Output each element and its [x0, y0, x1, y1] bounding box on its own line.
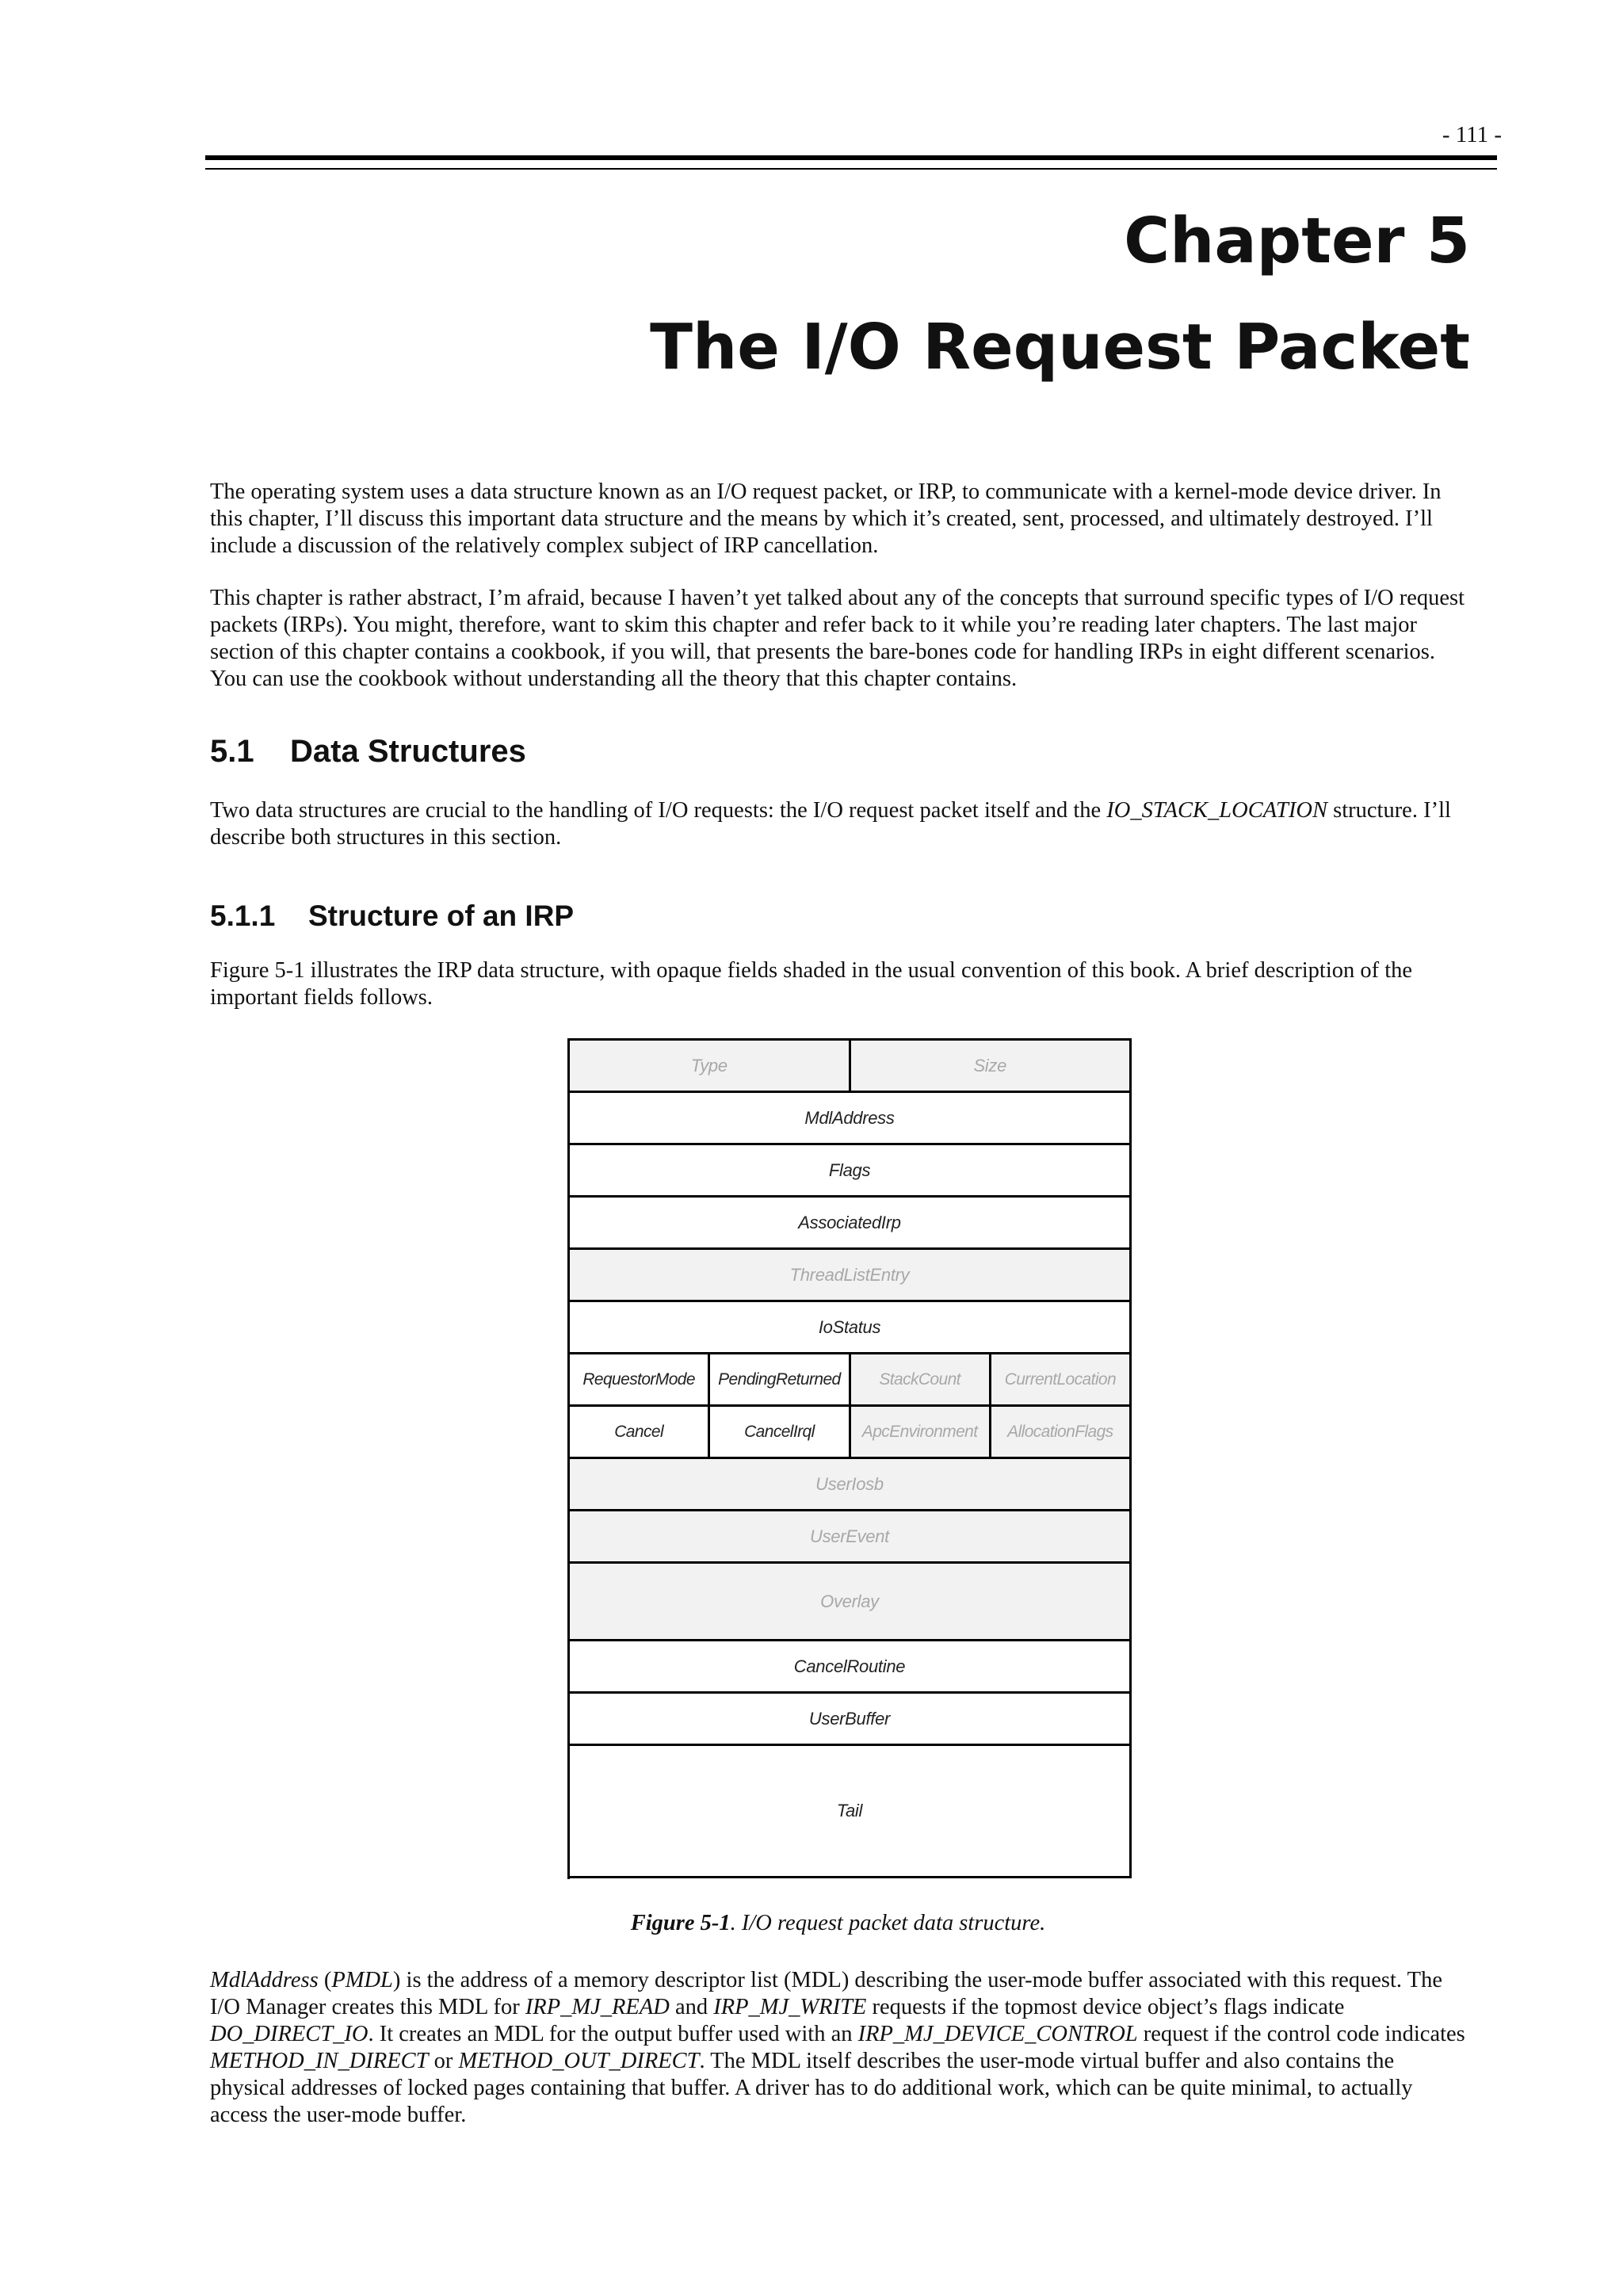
mdl-code-write: IRP_MJ_WRITE — [713, 1995, 867, 2019]
mdl-term: MdlAddress — [210, 1968, 319, 1992]
intro-paragraph-2: This chapter is rather abstract, I’m afraid, because I haven’t yet talked about any of the concepts that surround specific types of I/O request packets (IRPs). You might, therefore, want to skim this chapter and refer back to it while you’re reading later chapters. The last major section of this chapter contains a cookbook, if you will, that presents the bare-bones code for handling IRPs in eight different scenarios. You can use the cookbook without understanding all the theory that this chapter contains. — [210, 586, 1465, 691]
mdl-text-8: requests if the topmost device object’s flags indicate — [866, 1995, 1345, 2019]
irp-row — [570, 1198, 1132, 1250]
mdl-text-14: or — [428, 2049, 459, 2073]
subsection-title: Structure of an IRP — [308, 900, 575, 932]
field-pending-returned: PendingReturned — [710, 1354, 850, 1404]
section-text-after: structure. I’ll describe both structures in this section. — [210, 798, 1451, 850]
field-associated-irp: AssociatedIrp — [570, 1198, 1132, 1247]
field-current-location: CurrentLocation — [991, 1354, 1132, 1404]
field-cancel-routine: CancelRoutine — [570, 1641, 1132, 1691]
field-apc-environment: ApcEnvironment — [851, 1407, 991, 1457]
section-text-code: IO_STACK_LOCATION — [1106, 798, 1327, 823]
irp-row — [570, 1641, 1132, 1694]
mdl-text-2: ( — [318, 1968, 332, 1992]
irp-row — [570, 1145, 1132, 1198]
irp-structure-diagram — [567, 1038, 1132, 1879]
irp-row — [570, 1093, 1132, 1145]
field-allocation-flags: AllocationFlags — [991, 1407, 1132, 1457]
mdl-code-device-control: IRP_MJ_DEVICE_CONTROL — [857, 2022, 1138, 2046]
irp-row — [570, 1354, 1132, 1407]
irp-row — [570, 1746, 1132, 1878]
mdl-code-read: IRP_MJ_READ — [525, 1995, 670, 2019]
field-cancel: Cancel — [570, 1407, 710, 1457]
section-heading — [210, 732, 526, 770]
header-rule-thin — [205, 168, 1497, 170]
field-overlay: Overlay — [570, 1564, 1132, 1639]
field-user-iosb: UserIosb — [570, 1459, 1132, 1509]
page-number: - 111 - — [1442, 122, 1502, 147]
irp-row — [570, 1302, 1132, 1354]
section-paragraph — [210, 797, 1466, 851]
mdl-text-6: and — [669, 1995, 714, 2019]
field-mdl-address: MdlAddress — [570, 1093, 1132, 1143]
mdl-code-method-in: METHOD_IN_DIRECT — [210, 2049, 429, 2073]
chapter-label: Chapter 5 — [1124, 204, 1470, 277]
mdl-code-method-out: METHOD_OUT_DIRECT — [458, 2049, 700, 2073]
subsection-paragraph: Figure 5-1 illustrates the IRP data structure, with opaque fields shaded in the usual convention of this book. A brief description of the important fields follows. — [210, 958, 1413, 1010]
section-number: 5.1 — [210, 734, 254, 769]
field-thread-list-entry: ThreadListEntry — [570, 1250, 1132, 1300]
field-user-event: UserEvent — [570, 1511, 1132, 1561]
field-io-status: IoStatus — [570, 1302, 1132, 1352]
irp-row — [570, 1694, 1132, 1746]
field-cancel-irql: CancelIrql — [710, 1407, 850, 1457]
field-flags: Flags — [570, 1145, 1132, 1195]
figure-caption-label: Figure 5-1 — [630, 1911, 731, 1935]
section-text-before: Two data structures are crucial to the handling of I/O requests: the I/O request packet itself and the — [210, 798, 1107, 823]
subsection-number: 5.1.1 — [210, 900, 276, 932]
mdl-code-direct-io: DO_DIRECT_IO — [210, 2022, 369, 2046]
irp-row — [570, 1041, 1132, 1093]
irp-row — [570, 1407, 1132, 1459]
mdl-text-4: ) is the address of a memory descriptor list (MDL) describing the user-mode buffer associated with this request. The I/O Manager creates this MDL for — [210, 1968, 1442, 2019]
mdl-text-10: . It creates an MDL for the output buffer used with an — [368, 2022, 858, 2046]
header-rule-thick — [205, 155, 1497, 160]
subsection-heading — [210, 899, 574, 934]
field-size: Size — [851, 1041, 1132, 1091]
mdl-text-12: request if the control code indicates — [1137, 2022, 1465, 2046]
mdladdress-paragraph — [210, 1967, 1466, 2129]
mdl-text-16: . The MDL itself describes the user-mode virtual buffer and also contains the physical addresses of locked pages containing that buffer. A driver has to do additional work, which can be quite minimal, to actually access the user-mode buffer. — [210, 2049, 1413, 2127]
chapter-title: The I/O Request Packet — [650, 311, 1470, 384]
irp-row — [570, 1250, 1132, 1302]
field-type: Type — [570, 1041, 851, 1091]
irp-row — [570, 1511, 1132, 1564]
irp-row — [570, 1459, 1132, 1511]
figure-caption-text: . I/O request packet data structure. — [730, 1911, 1046, 1935]
section-title: Data Structures — [290, 734, 526, 769]
mdl-type: PMDL — [331, 1968, 393, 1992]
field-requestor-mode: RequestorMode — [570, 1354, 710, 1404]
field-tail: Tail — [570, 1746, 1132, 1876]
field-stack-count: StackCount — [851, 1354, 991, 1404]
field-user-buffer: UserBuffer — [570, 1694, 1132, 1744]
figure-caption — [210, 1910, 1466, 1937]
intro-paragraph-1: The operating system uses a data structure known as an I/O request packet, or IRP, to communicate with a kernel-mode device driver. In this chapter, I’ll discuss this important data structure and the means by which it’s created, sent, processed, and ultimately destroyed. I’ll include a discussion of the relatively complex subject of IRP cancellation. — [210, 479, 1442, 558]
irp-row — [570, 1564, 1132, 1641]
